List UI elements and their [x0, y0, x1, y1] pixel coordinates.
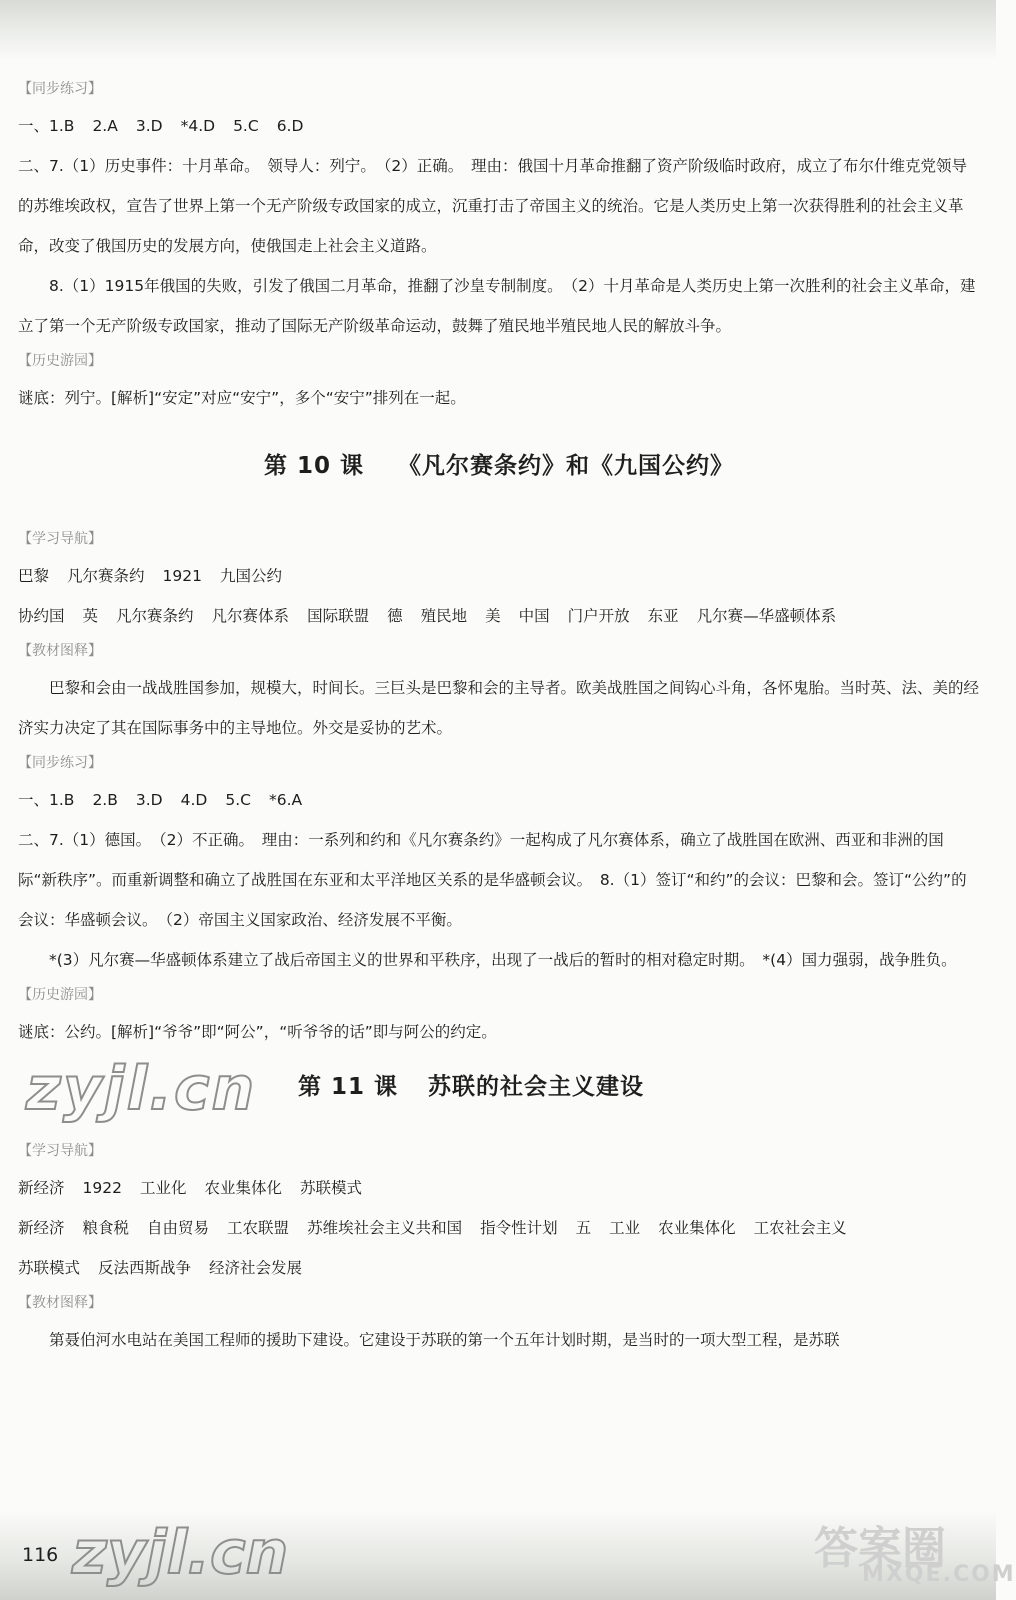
keyword: 工农社会主义: [753, 1219, 847, 1237]
corner-watermark-logo: 答案圈: [814, 1523, 946, 1574]
keyword: 指令性计划: [480, 1219, 558, 1237]
mc-answer: 一、1.B: [18, 791, 75, 809]
section-tag-figure: 【教材图释】: [18, 1295, 102, 1311]
page-content: [18, 74, 980, 1360]
section-tag-nav: 【学习导航】: [18, 1143, 102, 1159]
mc-answer: *6.A: [268, 791, 303, 809]
mc-answers-line: [18, 780, 980, 820]
lesson-number: 第 11 课: [298, 1074, 399, 1100]
keyword: 巴黎: [18, 567, 50, 585]
section-tag-figure: 【教材图释】: [18, 643, 102, 659]
nav-keywords-line: [18, 1168, 980, 1208]
keyword: 苏联模式: [18, 1259, 81, 1277]
section-tag-nav: 【学习导航】: [18, 531, 102, 547]
mc-answer: 3.D: [135, 791, 163, 809]
figure-explanation: 第聂伯河水电站在美国工程师的援助下建设。它建设于苏联的第一个五年计划时期，是当时的一项大型工程，是苏联: [49, 1331, 840, 1349]
lesson-number: 第 10 课: [263, 453, 365, 479]
mc-answer: 5.C: [233, 117, 259, 135]
keyword: 1921: [162, 567, 202, 585]
lesson-10-title: [18, 446, 980, 486]
site-watermark-bottom: zyjl.cn: [72, 1518, 289, 1588]
keyword: 苏维埃社会主义共和国: [307, 1219, 463, 1237]
mc-answer: 一、1.B: [18, 117, 75, 135]
section-tag-garden: 【历史游园】: [18, 353, 102, 369]
keyword: 新经济: [18, 1179, 65, 1197]
keyword: 工业: [609, 1219, 641, 1237]
mc-answer: 6.D: [276, 117, 304, 135]
keyword: 中国: [518, 607, 550, 625]
riddle-answer: 谜底：列宁。[解析]“安定”对应“安宁”，多个“安宁”排列在一起。: [18, 389, 466, 407]
section-tag-garden: 【历史游园】: [18, 987, 102, 1003]
keyword: 国际联盟: [307, 607, 370, 625]
keyword: 反法西斯战争: [98, 1259, 192, 1277]
keyword: 英: [82, 607, 99, 625]
nav-keywords-line: [18, 556, 980, 596]
mc-answer: 5.C: [225, 791, 251, 809]
top-shadow-band: [0, 0, 996, 60]
nav-keywords-line: [18, 596, 980, 636]
keyword: 凡尔赛条约: [67, 567, 145, 585]
mc-answer: *4.D: [180, 117, 216, 135]
keyword: 苏联模式: [300, 1179, 363, 1197]
keyword: 德: [387, 607, 403, 625]
lesson-name: 《凡尔赛条约》和《九国公约》: [398, 453, 735, 479]
site-watermark: zyjl.cn: [26, 1054, 257, 1124]
keyword: 凡尔赛体系: [211, 607, 290, 625]
keyword: 农业集体化: [204, 1179, 282, 1197]
keyword: 凡尔赛—华盛顿体系: [696, 607, 837, 625]
keyword: 美: [485, 607, 501, 625]
keyword: 殖民地: [420, 607, 468, 625]
keyword: 五: [575, 1219, 592, 1237]
mc-answer: 4.D: [180, 791, 208, 809]
mc-answer: 3.D: [135, 117, 163, 135]
keyword: 工农联盟: [227, 1219, 290, 1237]
keyword: 九国公约: [219, 567, 282, 585]
answer-q8: 8.（1）1915年俄国的失败，引发了俄国二月革命，推翻了沙皇专制制度。 （2）十月革命是人类历史上第一次胜利的社会主义革命，建立了第一个无产阶级专政国家，推动了国际无产阶级革命运动，鼓舞了殖民地半殖民地人民的解放斗争。: [18, 277, 976, 335]
keyword: 新经济: [18, 1219, 65, 1237]
page-number: 116: [22, 1544, 59, 1566]
mc-answer: 2.A: [92, 117, 118, 135]
section-tag-practice: 【同步练习】: [18, 81, 102, 97]
keyword: 工业化: [139, 1179, 187, 1197]
keyword: 自由贸易: [147, 1219, 210, 1237]
answer-q8-continued: *(3）凡尔赛—华盛顿体系建立了战后帝国主义的世界和平秩序，出现了一战后的暂时的相对稳定时期。 *(4）国力强弱，战争胜负。: [49, 951, 957, 969]
nav-keywords-line: [18, 1208, 980, 1248]
section-tag-practice: 【同步练习】: [18, 755, 102, 771]
keyword: 农业集体化: [658, 1219, 736, 1237]
nav-keywords-line: [18, 1248, 980, 1288]
keyword: 协约国: [18, 607, 65, 625]
keyword: 1922: [82, 1179, 122, 1197]
mc-answer: 2.B: [92, 791, 118, 809]
keyword: 东亚: [647, 607, 679, 625]
keyword: 粮食税: [82, 1219, 130, 1237]
corner-watermark-url: MXQE.COM: [862, 1562, 1016, 1587]
lesson-11-title: [298, 1068, 644, 1101]
keyword: 门户开放: [567, 607, 630, 625]
figure-explanation: 巴黎和会由一战战胜国参加，规模大，时间长。三巨头是巴黎和会的主导者。欧美战胜国之间钩心斗角，各怀鬼胎。当时英、法、美的经济实力决定了其在国际事务中的主导地位。外交是妥协的艺术。: [18, 679, 980, 737]
mc-answers-line: [18, 106, 980, 146]
lesson-11-heading-row: [18, 1054, 980, 1124]
answer-q7: 二、7.（1）历史事件：十月革命。 领导人：列宁。 （2）正确。 理由：俄国十月革命推翻了资产阶级临时政府，成立了布尔什维克党领导的苏维埃政权，宣告了世界上第一个无产阶级专政国家的成立，沉重打击了帝国主义的统治。它是人类历史上第一次获得胜利的社会主义革命，改变了俄国历史的发展方向，使俄国走上社会主义道路。: [18, 157, 968, 255]
riddle-answer: 谜底：公约。[解析]“爷爷”即“阿公”，“听爷爷的话”即与阿公的约定。: [18, 1023, 497, 1041]
keyword: 经济社会发展: [209, 1259, 303, 1277]
keyword: 凡尔赛条约: [116, 607, 194, 625]
answer-q7-q8: 二、7.（1）德国。 （2）不正确。 理由：一系列和约和《凡尔赛条约》一起构成了凡尔赛体系，确立了战胜国在欧洲、西亚和非洲的国际“新秩序”。而重新调整和确立了战胜国在东亚和太平洋地区关系的是华盛顿会议。 8.（1）签订“和约”的会议：巴黎和会。签订“公约”的会议：华盛顿会议。 （2）帝国主义国家政治、经济发展不平衡。: [18, 831, 967, 929]
lesson-name: 苏联的社会主义建设: [428, 1074, 645, 1100]
